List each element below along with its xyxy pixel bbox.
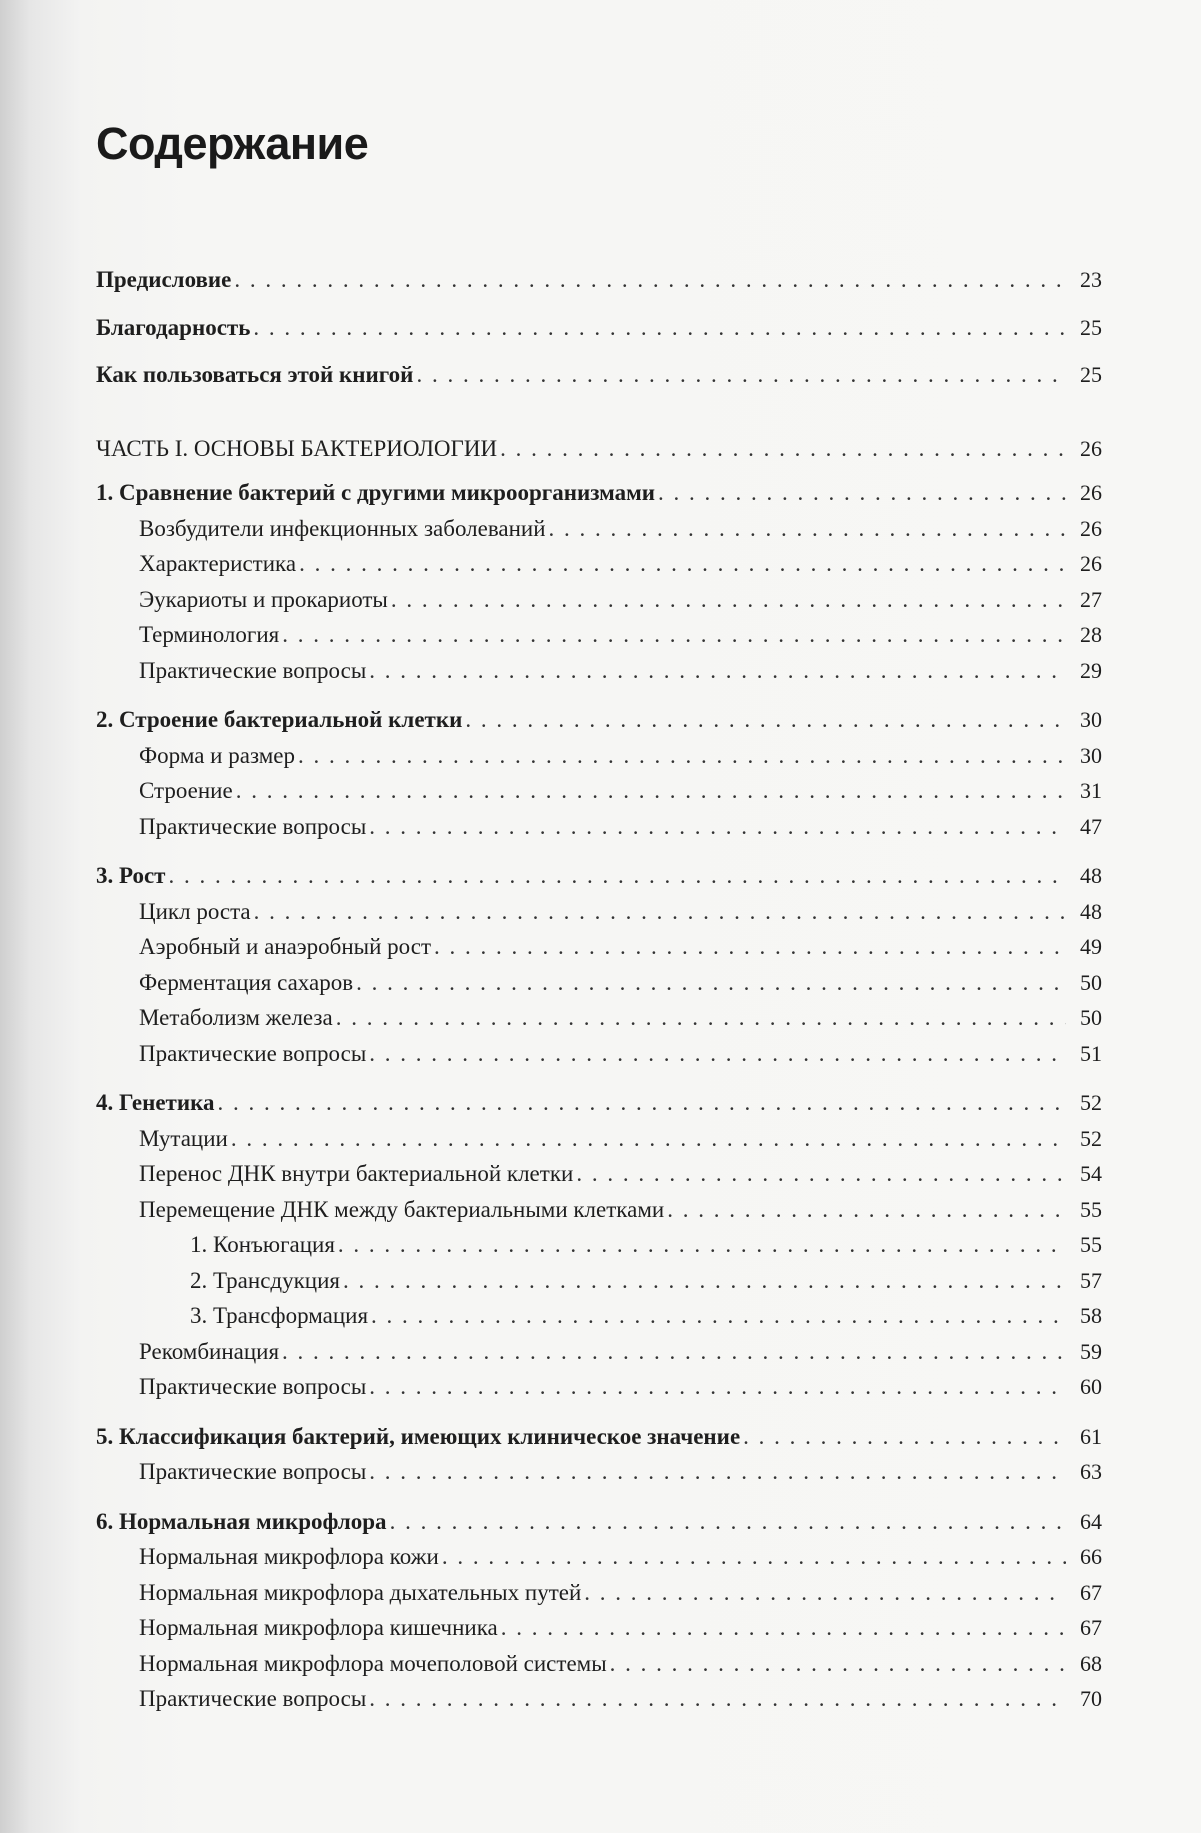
toc-section-entry[interactable]: [96, 546, 1102, 582]
toc-entry-label: Практические вопросы: [139, 1374, 367, 1399]
toc-section-entry[interactable]: [96, 511, 1102, 547]
toc-chapter-6[interactable]: [96, 1504, 1102, 1540]
toc-page-number: 27: [1080, 586, 1102, 612]
leader-dots: [254, 894, 1066, 930]
leader-dots: [253, 310, 1066, 346]
toc-section-entry[interactable]: [96, 929, 1102, 965]
leader-dots: [234, 262, 1066, 298]
toc-subsection-entry[interactable]: [96, 1298, 1102, 1334]
leader-dots: [343, 1263, 1066, 1299]
toc-section-entry[interactable]: [96, 809, 1102, 845]
toc-page-number: 26: [1080, 435, 1102, 461]
toc-entry-label: Эукариоты и прокариоты: [139, 586, 388, 612]
toc-page-number: 54: [1080, 1161, 1102, 1186]
toc-chapter-label: 5. Классификация бактерий, имеющих клиническое значение: [96, 1423, 741, 1449]
toc-entry-label: Практические вопросы: [139, 657, 367, 683]
toc-page-number: 68: [1080, 1650, 1102, 1676]
leader-dots: [299, 546, 1066, 582]
toc-section-entry[interactable]: [96, 1646, 1102, 1682]
toc-entry-label: Практические вопросы: [139, 1459, 367, 1484]
toc-entry-label: Возбудители инфекционных заболеваний: [139, 515, 546, 541]
toc-page-number: 25: [1080, 314, 1102, 340]
leader-dots: [369, 653, 1066, 689]
toc-section-entry[interactable]: [96, 1036, 1102, 1072]
toc-section-entry[interactable]: [96, 1369, 1102, 1405]
toc-page-number: 66: [1080, 1544, 1102, 1569]
toc-page-number: 55: [1080, 1196, 1102, 1222]
toc-entry-label: 1. Конъюгация: [190, 1232, 335, 1257]
toc-page-number: 48: [1080, 863, 1102, 888]
leader-dots: [743, 1419, 1066, 1455]
toc-entry-label: 3. Трансформация: [190, 1303, 369, 1328]
toc-section-entry[interactable]: [96, 1539, 1102, 1575]
toc-entry-label: Нормальная микрофлора кишечника: [139, 1615, 498, 1640]
leader-dots: [442, 1539, 1066, 1575]
leader-dots: [658, 475, 1066, 511]
toc-section-entry[interactable]: [96, 617, 1102, 653]
toc-chapter-label: 4. Генетика: [96, 1090, 215, 1115]
toc-page-number: 25: [1080, 362, 1102, 387]
toc-page-number: 64: [1080, 1508, 1102, 1534]
leader-dots: [168, 858, 1066, 894]
leader-dots: [390, 1504, 1066, 1540]
toc-part-heading[interactable]: [96, 431, 1102, 467]
toc-section-entry[interactable]: [96, 894, 1102, 930]
toc-page-number: 31: [1080, 778, 1102, 803]
page-title: Содержание: [96, 118, 369, 169]
toc-page-number: 51: [1080, 1040, 1102, 1066]
leader-dots: [667, 1192, 1066, 1228]
toc-chapter-label: 3. Рост: [96, 863, 166, 888]
toc-part-label: ЧАСТЬ I. ОСНОВЫ БАКТЕРИОЛОГИИ: [96, 435, 498, 461]
toc-entry-label: Характеристика: [139, 551, 297, 576]
toc-entry-label: Нормальная микрофлора дыхательных путей: [139, 1579, 582, 1605]
leader-dots: [391, 582, 1066, 618]
table-of-contents: [96, 262, 1102, 1717]
toc-entry-label: Форма и размер: [139, 742, 295, 768]
leader-dots: [356, 965, 1066, 1001]
toc-chapter-2[interactable]: [96, 702, 1102, 738]
toc-entry-label: Перемещение ДНК между бактериальными клетками: [139, 1196, 665, 1222]
leader-dots: [369, 1681, 1066, 1717]
toc-entry-label: Практические вопросы: [139, 1686, 367, 1711]
toc-section-entry[interactable]: [96, 1334, 1102, 1370]
leader-dots: [298, 738, 1066, 774]
leader-dots: [465, 702, 1066, 738]
leader-dots: [369, 1369, 1066, 1405]
toc-page-number: 26: [1080, 551, 1102, 576]
toc-entry-label: Ферментация сахаров: [139, 969, 354, 995]
toc-page-number: 52: [1080, 1090, 1102, 1115]
toc-entry-label: Строение: [139, 778, 233, 803]
toc-page-number: 57: [1080, 1267, 1102, 1293]
toc-entry-label: Практические вопросы: [139, 1040, 367, 1066]
leader-dots: [282, 617, 1066, 653]
leader-dots: [282, 1334, 1066, 1370]
toc-subsection-entry[interactable]: [96, 1263, 1102, 1299]
toc-chapter-label: 2. Строение бактериальной клетки: [96, 707, 463, 732]
toc-entry-label: Практические вопросы: [139, 813, 367, 839]
toc-page-number: 48: [1080, 898, 1102, 924]
leader-dots: [501, 1610, 1066, 1646]
leader-dots: [336, 1000, 1066, 1036]
toc-section-entry[interactable]: [96, 582, 1102, 618]
leader-dots: [434, 929, 1066, 965]
chapter-list: [96, 466, 1102, 1717]
toc-entry-preface[interactable]: [96, 262, 1102, 298]
toc-page-number: 26: [1080, 515, 1102, 541]
toc-entry-label: Как пользоваться этой книгой: [96, 362, 414, 387]
leader-dots: [218, 1085, 1066, 1121]
toc-entry-label: Цикл роста: [139, 898, 251, 924]
toc-page-number: 67: [1080, 1579, 1102, 1605]
toc-chapter-label: 6. Нормальная микрофлора: [96, 1508, 387, 1534]
toc-page-number: 67: [1080, 1615, 1102, 1640]
toc-page-number: 59: [1080, 1338, 1102, 1364]
toc-section-entry[interactable]: [96, 1575, 1102, 1611]
toc-page-number: 52: [1080, 1125, 1102, 1151]
toc-page-number: 29: [1080, 657, 1102, 683]
toc-page-number: 30: [1080, 742, 1102, 768]
leader-dots: [338, 1227, 1066, 1263]
leader-dots: [231, 1121, 1066, 1157]
toc-entry-label: Нормальная микрофлора кожи: [139, 1544, 439, 1569]
toc-section-entry[interactable]: [96, 1454, 1102, 1490]
leader-dots: [369, 809, 1066, 845]
toc-page-number: 23: [1080, 267, 1102, 292]
leader-dots: [369, 1454, 1066, 1490]
toc-entry-label: Аэробный и анаэробный рост: [139, 934, 432, 959]
toc-page-number: 50: [1080, 1005, 1102, 1030]
leader-dots: [584, 1575, 1066, 1611]
leader-dots: [236, 773, 1066, 809]
toc-page-number: 28: [1080, 622, 1102, 647]
toc-page-number: 50: [1080, 969, 1102, 995]
toc-section-entry[interactable]: [96, 1681, 1102, 1717]
leader-dots: [500, 431, 1066, 467]
toc-page-number: 70: [1080, 1686, 1102, 1711]
toc-page-number: 61: [1080, 1423, 1102, 1449]
toc-chapter-5[interactable]: [96, 1419, 1102, 1455]
toc-page-number: 30: [1080, 707, 1102, 732]
toc-entry-label: Мутации: [139, 1125, 228, 1151]
toc-entry-label: Метаболизм железа: [139, 1005, 333, 1030]
toc-chapter-label: 1. Сравнение бактерий с другими микроорганизмами: [96, 480, 656, 505]
leader-dots: [610, 1646, 1066, 1682]
toc-chapter-3[interactable]: [96, 858, 1102, 894]
toc-section-entry[interactable]: [96, 1610, 1102, 1646]
toc-section-entry[interactable]: [96, 738, 1102, 774]
leader-dots: [416, 357, 1066, 393]
toc-page-number: 60: [1080, 1374, 1102, 1399]
toc-subsection-entry[interactable]: [96, 1227, 1102, 1263]
toc-section-entry[interactable]: [96, 965, 1102, 1001]
toc-entry-label: Благодарность: [96, 314, 251, 340]
toc-page-number: 26: [1080, 480, 1102, 505]
toc-section-entry[interactable]: [96, 1156, 1102, 1192]
toc-entry-label: Терминология: [139, 622, 280, 647]
leader-dots: [576, 1156, 1066, 1192]
toc-chapter-4[interactable]: [96, 1085, 1102, 1121]
toc-section-entry[interactable]: [96, 1000, 1102, 1036]
toc-entry-label: Перенос ДНК внутри бактериальной клетки: [139, 1161, 574, 1186]
toc-page-number: 58: [1080, 1303, 1102, 1328]
leader-dots: [549, 511, 1066, 547]
toc-entry-how-to-use[interactable]: [96, 357, 1102, 393]
toc-entry-label: Предисловие: [96, 267, 232, 292]
leader-dots: [371, 1298, 1066, 1334]
toc-page-number: 55: [1080, 1232, 1102, 1257]
toc-page-number: 63: [1080, 1459, 1102, 1484]
toc-section-entry[interactable]: [96, 1192, 1102, 1228]
toc-entry-label: Нормальная микрофлора мочеполовой системы: [139, 1650, 607, 1676]
toc-entry-label: Рекомбинация: [139, 1338, 280, 1364]
toc-section-entry[interactable]: [96, 653, 1102, 689]
toc-entry-acknowledgements[interactable]: [96, 310, 1102, 346]
toc-section-entry[interactable]: [96, 1121, 1102, 1157]
toc-page-number: 49: [1080, 934, 1102, 959]
toc-entry-label: 2. Трансдукция: [190, 1267, 340, 1293]
toc-chapter-1[interactable]: [96, 475, 1102, 511]
toc-section-entry[interactable]: [96, 773, 1102, 809]
toc-page-number: 47: [1080, 813, 1102, 839]
leader-dots: [369, 1036, 1066, 1072]
